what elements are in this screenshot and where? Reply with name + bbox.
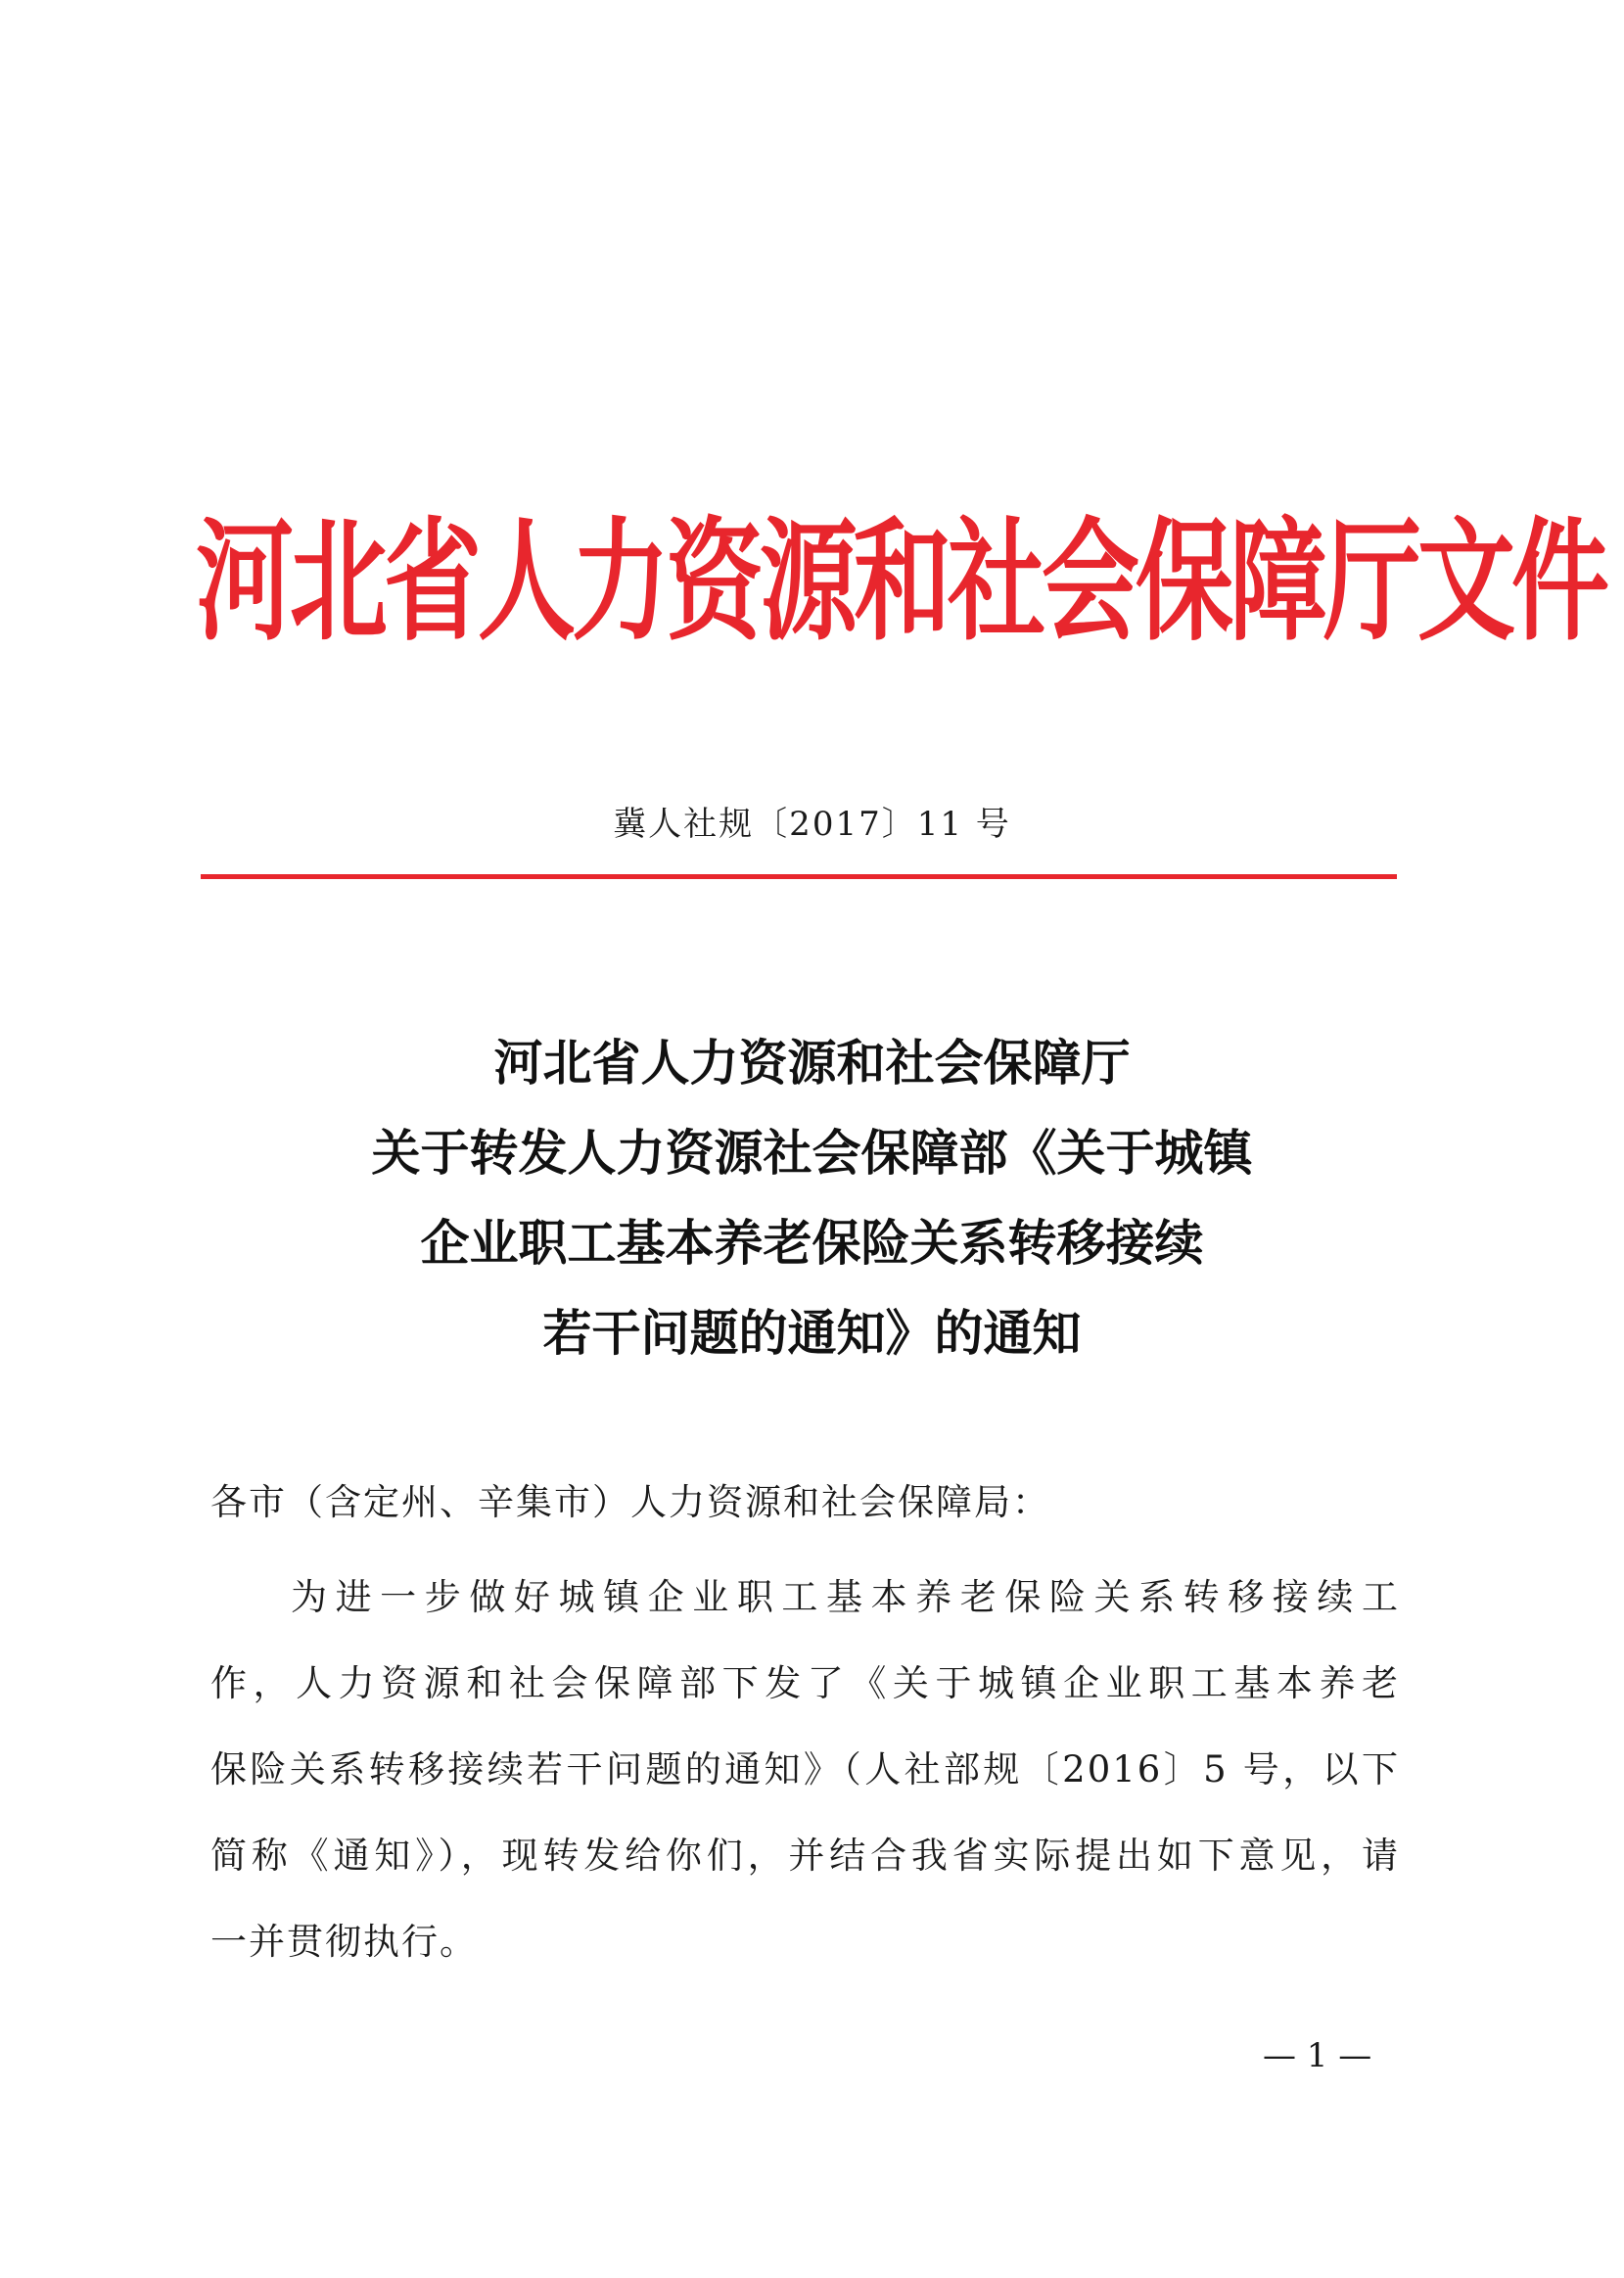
body-line-1: 为进一步做好城镇企业职工基本养老保险关系转移接续工 [291, 1576, 1400, 1618]
title-line-3: 企业职工基本养老保险关系转移接续 [420, 1214, 1204, 1272]
document-title [0, 1018, 1624, 1378]
body-line-3: 保险关系转移接续若干问题的通知》（人社部规〔2016〕5 号，以下 [210, 1748, 1400, 1790]
red-separator-rule [201, 874, 1397, 879]
title-line-2: 关于转发人力资源社会保障部《关于城镇 [371, 1124, 1253, 1182]
page-number: — 1 — [1263, 2036, 1372, 2075]
masthead-title: 河北省人力资源和社会保障厅文件 [196, 504, 1605, 660]
body-line-2: 作，人力资源和社会保障部下发了《关于城镇企业职工基本养老 [210, 1662, 1400, 1704]
addressee-line: 各市（含定州、辛集市）人力资源和社会保障局： [210, 1481, 1050, 1523]
body-line-4: 简称《通知》），现转发给你们，并结合我省实际提出如下意见，请 [210, 1835, 1400, 1877]
body-paragraph [210, 1555, 1400, 1985]
body-line-5: 一并贯彻执行。 [210, 1921, 478, 1963]
title-line-1: 河北省人力资源和社会保障厅 [493, 1034, 1131, 1092]
title-line-4: 若干问题的通知》的通知 [542, 1304, 1082, 1362]
document-number: 冀人社规〔2017〕11 号 [613, 805, 1011, 844]
